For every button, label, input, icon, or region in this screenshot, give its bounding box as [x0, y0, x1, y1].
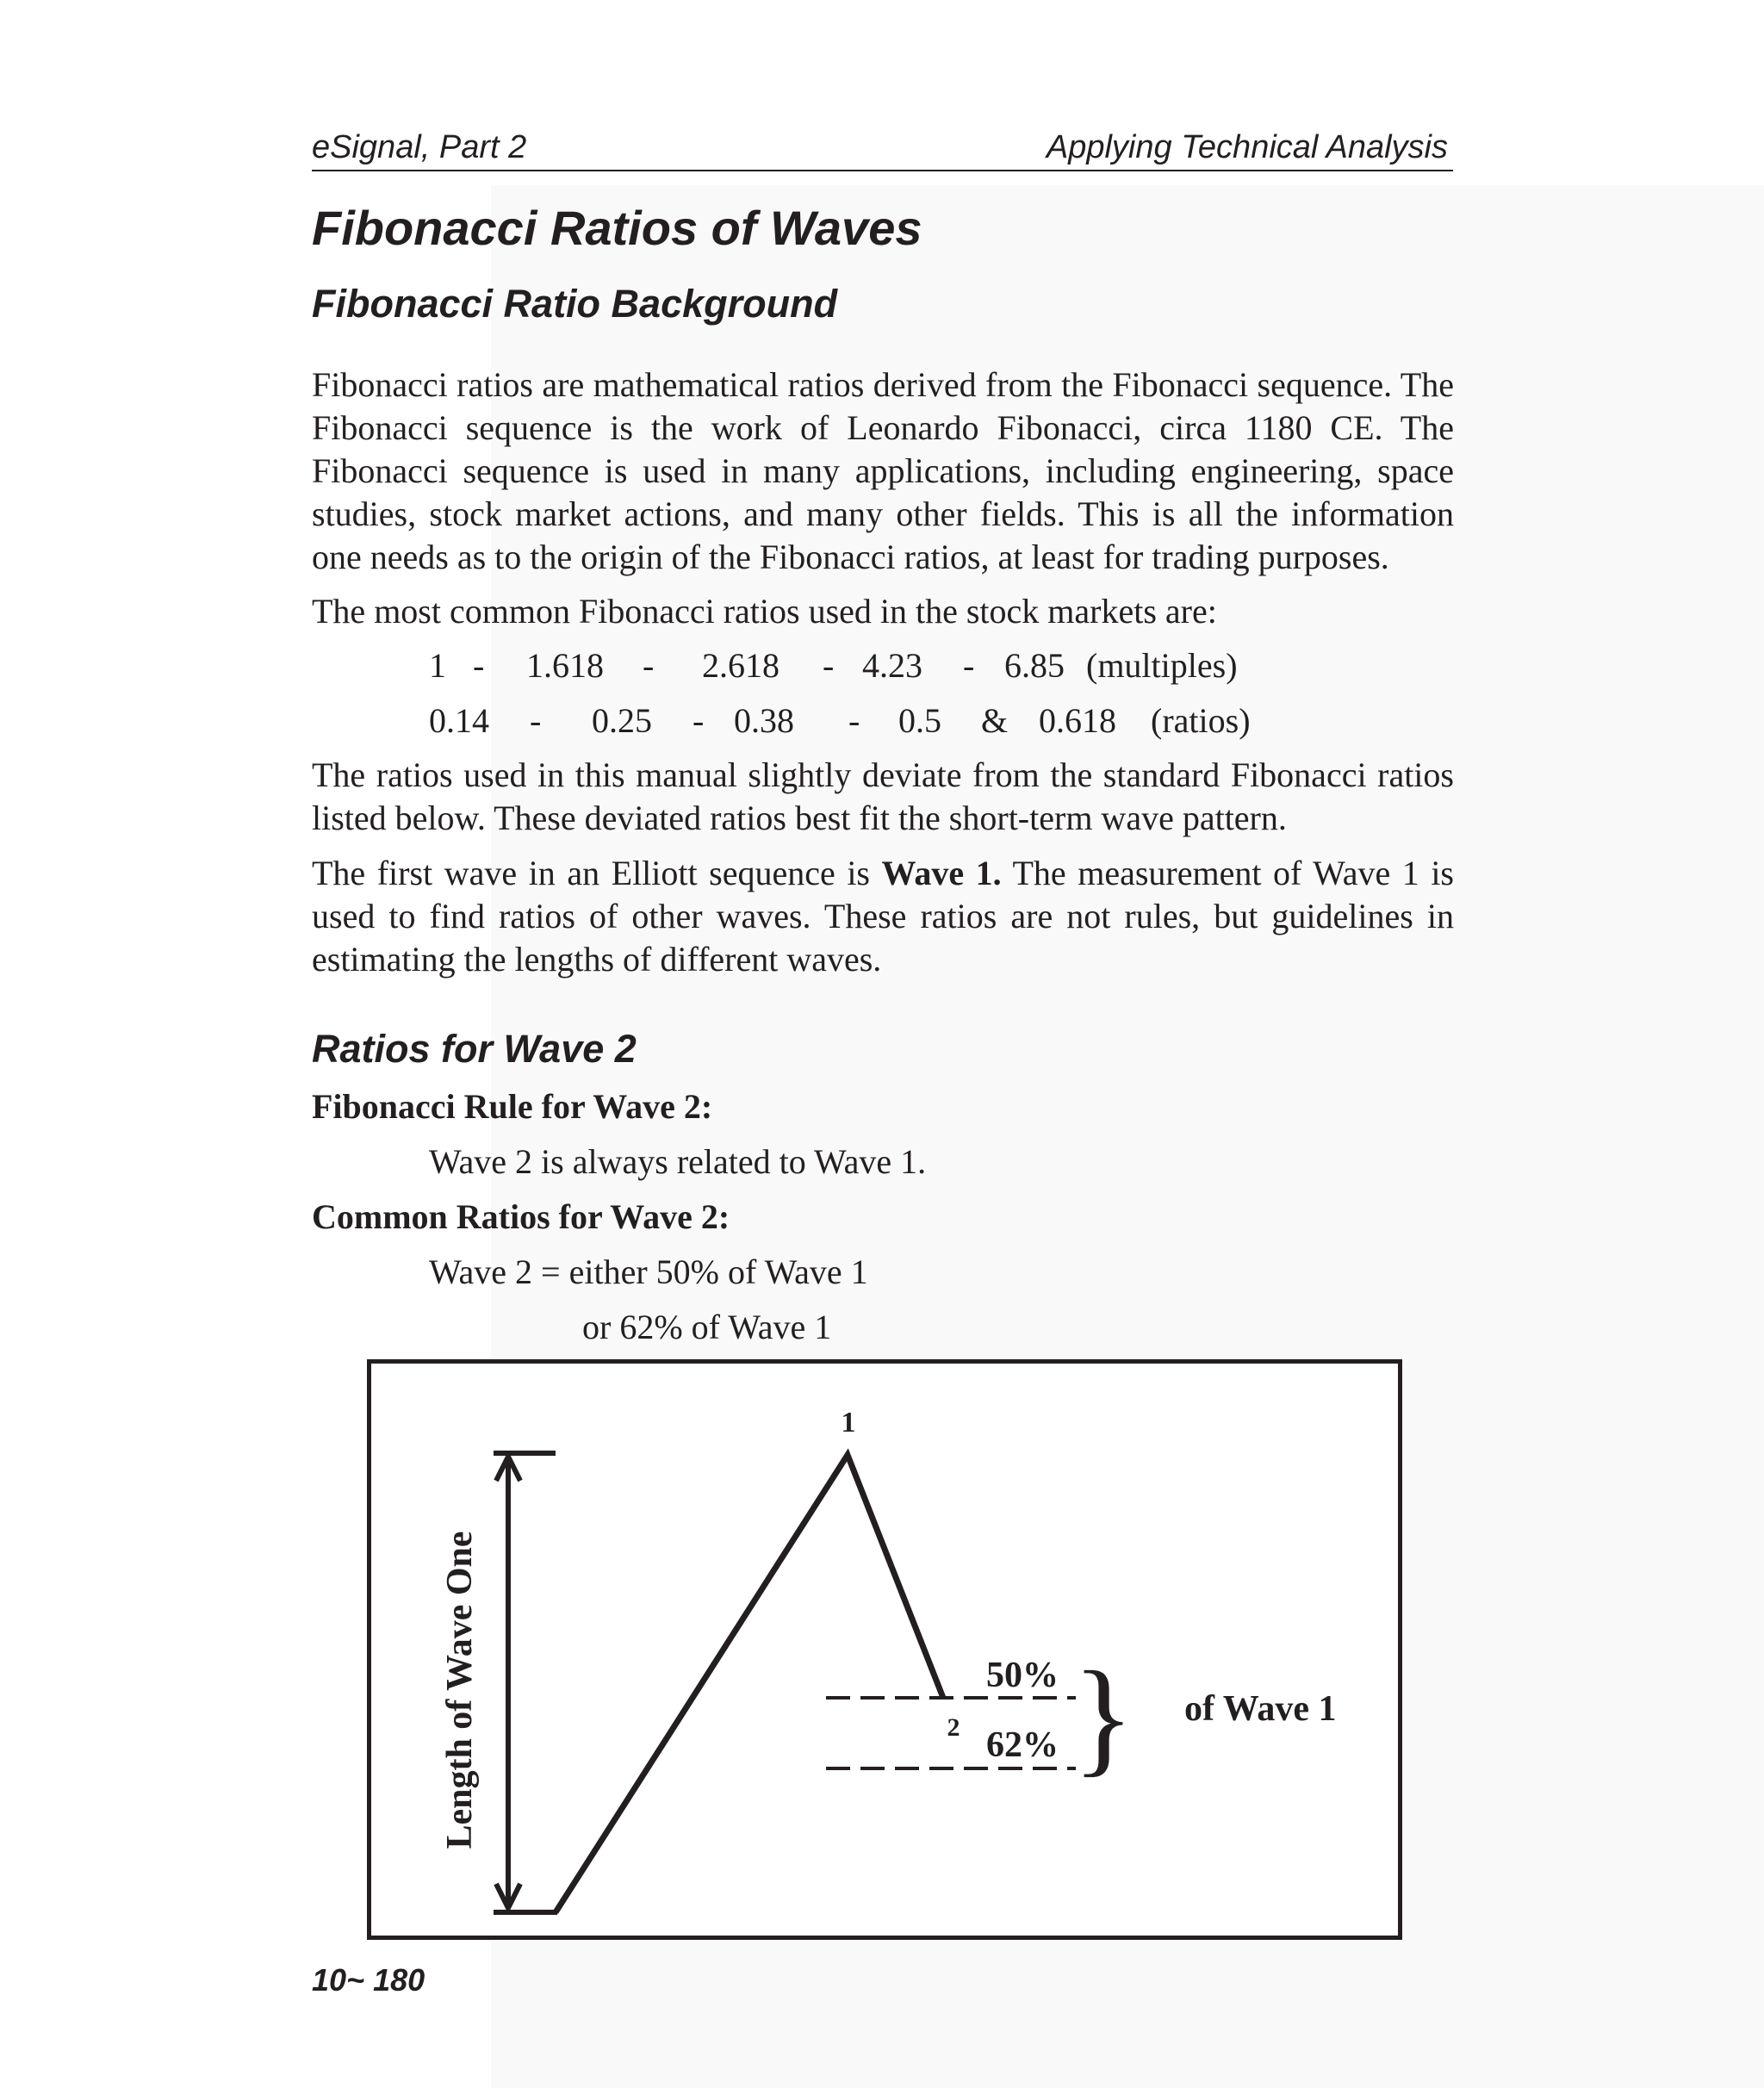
running-header	[312, 125, 1453, 171]
common-ratios-text-line2: or 62% of Wave 1	[582, 1308, 832, 1346]
paragraph-common-ratios-intro: The most common Fibonacci ratios used in the stock markets are:	[312, 592, 1217, 631]
rule-label: Fibonacci Rule for Wave 2:	[312, 1087, 713, 1126]
level-62-label: 62%	[986, 1725, 1059, 1765]
axis-length-label: Length of Wave One	[440, 1531, 480, 1849]
wave-diagram	[371, 1364, 1398, 1936]
paragraph-fibonacci-origin: Fibonacci ratios are mathematical ratios derived from the Fibonacci sequence. The Fibonacci sequence is the work of Leonardo Fibonacci, circa 1180 CE. The Fibonacci sequence is used in many applications, including engineering, space studies, stock market actions, and many other fields. This is all the information one needs as to the origin of the Fibonacci ratios, at least for trading purposes.	[312, 365, 1454, 576]
ratio-value: 0.14	[429, 701, 489, 740]
header-left-text: eSignal, Part 2	[312, 129, 527, 165]
ratio-value: 0.38	[734, 701, 794, 740]
ratio-value: 0.25	[592, 701, 652, 740]
separator-dash: -	[848, 701, 860, 740]
paragraph-deviated-ratios: The ratios used in this manual slightly deviate from the standard Fibonacci ratios listed below. These deviated ratios best fit the short-term wave pattern.	[312, 755, 1454, 837]
header-right-text: Applying Technical Analysis	[1046, 129, 1448, 165]
wave-one-bold-term: Wave 1.	[881, 854, 1002, 892]
of-wave-1-label: of Wave 1	[1184, 1689, 1337, 1729]
multiples-label: (multiples)	[1086, 646, 1238, 685]
section-heading-background: Fibonacci Ratio Background	[312, 282, 838, 326]
separator-dash: -	[963, 646, 975, 685]
paragraph-elliott-wave-one	[312, 852, 1454, 981]
ratio-value: 0.5	[898, 701, 941, 740]
common-ratios-label: Common Ratios for Wave 2:	[312, 1197, 730, 1236]
multiple-value: 6.85	[1004, 646, 1065, 685]
multiple-value: 2.618	[702, 646, 780, 685]
separator-dash: -	[693, 701, 705, 740]
multiple-value: 4.23	[862, 646, 922, 685]
ampersand: &	[981, 701, 1009, 740]
common-ratios-text-line1: Wave 2 = either 50% of Wave 1	[429, 1252, 868, 1291]
wave-diagram-frame	[367, 1359, 1402, 1940]
level-50-label: 50%	[986, 1656, 1059, 1695]
page-number: 10~ 180	[312, 1962, 425, 1998]
wave-path	[556, 1455, 943, 1912]
ratios-label: (ratios)	[1151, 701, 1251, 740]
brace-icon: }	[1072, 1645, 1134, 1788]
multiple-value: 1	[429, 646, 446, 685]
separator-dash: -	[473, 646, 485, 685]
paragraph-text: The measurement of Wave 1 is used to find ratios of other waves. These ratios are not rules, but guidelines in estimating the lengths of different waves.	[312, 854, 1454, 979]
rule-text: Wave 2 is always related to Wave 1.	[429, 1142, 927, 1181]
ratio-value: 0.618	[1039, 701, 1116, 740]
page-title: Fibonacci Ratios of Waves	[312, 201, 922, 255]
point-2-label: 2	[947, 1713, 960, 1742]
paragraph-text: The first wave in an Elliott sequence is	[312, 854, 882, 892]
point-1-label: 1	[841, 1407, 856, 1439]
separator-dash: -	[530, 701, 542, 740]
multiple-value: 1.618	[526, 646, 604, 685]
section-heading-wave-2: Ratios for Wave 2	[312, 1027, 637, 1071]
separator-dash: -	[823, 646, 835, 685]
separator-dash: -	[643, 646, 655, 685]
